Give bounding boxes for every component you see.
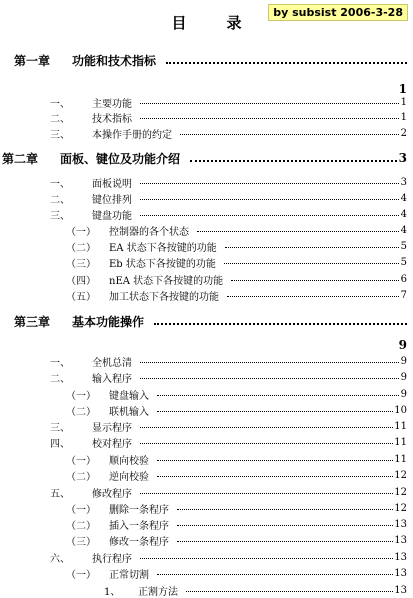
entry-title: 控制器的各个状态 [109, 226, 189, 238]
entry-number: （三） [66, 258, 96, 270]
toc-entry[interactable] [0, 271, 413, 287]
toc-entry[interactable] [0, 254, 413, 270]
entry-page-number: 4 [400, 192, 407, 204]
entry-title: 执行程序 [92, 553, 132, 565]
entry-number: 六、 [50, 553, 70, 565]
dot-leader [140, 183, 399, 184]
entry-number: 三、 [50, 210, 70, 222]
dot-leader [140, 103, 399, 104]
entry-title: nEA 状态下各按键的功能 [109, 275, 224, 287]
entry-title: 联机输入 [109, 406, 149, 418]
entry-page-number: 5 [400, 240, 407, 252]
toc-entry[interactable] [0, 467, 413, 483]
toc-chapter-heading[interactable] [0, 150, 413, 166]
entry-number: （二） [66, 406, 96, 418]
dot-leader [157, 411, 393, 412]
dot-leader [140, 118, 399, 119]
toc-entry[interactable] [0, 532, 413, 548]
toc-entry[interactable] [0, 353, 413, 369]
dot-leader [140, 199, 399, 200]
entry-title: 顺向校验 [109, 455, 149, 467]
entry-title: 全机总清 [92, 357, 132, 369]
entry-title: 删除一条程序 [109, 504, 169, 516]
dot-leader [157, 476, 393, 477]
dot-leader [140, 362, 399, 363]
entry-page-number: 11 [394, 453, 407, 465]
dot-leader [231, 280, 399, 281]
toc-entry[interactable] [0, 418, 413, 434]
chapter-page-number: 9 [398, 338, 407, 352]
toc-entry[interactable] [0, 549, 413, 565]
toc-chapter-heading[interactable] [0, 313, 413, 329]
dot-leader [177, 541, 393, 542]
toc-entry[interactable] [0, 109, 413, 125]
entry-number: （五） [66, 291, 96, 303]
dot-leader [140, 443, 393, 444]
entry-page-number: 13 [394, 584, 407, 596]
entry-number: （一） [66, 390, 96, 402]
dot-leader [177, 525, 393, 526]
entry-page-number: 12 [394, 502, 407, 514]
entry-number: 二、 [50, 194, 70, 206]
entry-title: 键位排列 [92, 194, 132, 206]
entry-number: （一） [66, 569, 96, 581]
chapter-page-number: 1 [398, 82, 407, 96]
dot-leader [154, 323, 407, 325]
dot-leader [157, 574, 393, 575]
dot-leader [180, 134, 399, 135]
entry-number: 五、 [50, 488, 70, 500]
dot-leader [157, 395, 399, 396]
entry-title: 输入程序 [92, 373, 132, 385]
toc-entry[interactable] [0, 94, 413, 110]
toc-entry[interactable] [0, 190, 413, 206]
entry-page-number: 9 [400, 371, 407, 383]
toc-entry[interactable] [0, 222, 413, 238]
entry-number: （四） [66, 275, 96, 287]
entry-number: （二） [66, 520, 96, 532]
toc-entry[interactable] [0, 402, 413, 418]
toc-entry[interactable] [0, 500, 413, 516]
chapter-number: 第一章 [14, 53, 51, 68]
entry-title: 加工状态下各按键的功能 [109, 291, 219, 303]
entry-title: 面板说明 [92, 178, 132, 190]
entry-number: （三） [66, 536, 96, 548]
entry-page-number: 13 [394, 551, 407, 563]
entry-title: 本操作手册的约定 [92, 129, 172, 141]
dot-leader [140, 215, 399, 216]
dot-leader [177, 509, 393, 510]
dot-leader [227, 296, 399, 297]
entry-number: （二） [66, 471, 96, 483]
toc-entry[interactable] [0, 287, 413, 303]
toc-entry[interactable] [0, 565, 413, 581]
entry-number: 一、 [50, 98, 70, 110]
chapter-title: 基本功能操作 [72, 314, 145, 329]
entry-page-number: 5 [400, 256, 407, 268]
entry-number: 一、 [50, 357, 70, 369]
entry-title: 主要功能 [92, 98, 132, 110]
dot-leader [140, 558, 393, 559]
chapter-title: 面板、键位及功能介绍 [60, 151, 181, 166]
entry-title: 键盘功能 [92, 210, 132, 222]
dot-leader [157, 460, 393, 461]
entry-number: 二、 [50, 113, 70, 125]
entry-number: 四、 [50, 438, 70, 450]
toc-entry[interactable] [0, 582, 413, 598]
entry-title: 修改程序 [92, 488, 132, 500]
entry-page-number: 13 [394, 518, 407, 530]
entry-page-number: 6 [400, 273, 407, 285]
entry-page-number: 13 [394, 534, 407, 546]
toc-entry[interactable] [0, 369, 413, 385]
entry-title: 正常切割 [109, 569, 149, 581]
entry-page-number: 4 [400, 224, 407, 236]
entry-page-number: 2 [400, 127, 407, 139]
toc-entry[interactable] [0, 451, 413, 467]
dot-leader [190, 160, 397, 162]
entry-page-number: 13 [394, 567, 407, 579]
entry-title: 校对程序 [92, 438, 132, 450]
entry-number: （一） [66, 226, 96, 238]
entry-page-number: 7 [400, 289, 407, 301]
toc-entry[interactable] [0, 516, 413, 532]
entry-page-number: 9 [400, 388, 407, 400]
chapter-number: 第三章 [14, 314, 51, 329]
dot-leader [140, 427, 393, 428]
entry-number: （一） [66, 504, 96, 516]
entry-title: 正割方法 [138, 586, 178, 598]
toc-entry[interactable] [0, 174, 413, 190]
chapter-page-number: 3 [398, 151, 407, 165]
entry-number: 一、 [50, 178, 70, 190]
entry-page-number: 12 [394, 486, 407, 498]
entry-page-number: 11 [394, 420, 407, 432]
toc-entry[interactable] [0, 386, 413, 402]
entry-page-number: 10 [394, 404, 407, 416]
entry-number: 三、 [50, 129, 70, 141]
toc-chapter-heading[interactable] [0, 52, 413, 68]
entry-page-number: 3 [400, 176, 407, 188]
dot-leader [186, 591, 393, 592]
entry-title: EA 状态下各按键的功能 [109, 242, 217, 254]
chapter-number: 第二章 [2, 151, 39, 166]
entry-page-number: 1 [400, 96, 407, 108]
dot-leader [140, 493, 393, 494]
entry-page-number: 1 [400, 111, 407, 123]
toc-entry[interactable] [0, 434, 413, 450]
author-date-stamp: by subsist 2006-3-28 [268, 4, 408, 21]
entry-title: 显示程序 [92, 422, 132, 434]
dot-leader [225, 247, 399, 248]
entry-title: Eb 状态下各按键的功能 [109, 258, 216, 270]
dot-leader [197, 231, 399, 232]
page-title: 目录 [171, 14, 282, 32]
entry-title: 修改一条程序 [109, 536, 169, 548]
entry-page-number: 11 [394, 436, 407, 448]
toc-entry[interactable] [0, 206, 413, 222]
entry-title: 技术指标 [92, 113, 132, 125]
dot-leader [140, 378, 399, 379]
entry-number: 1、 [104, 586, 121, 598]
dot-leader [224, 263, 399, 264]
entry-number: （一） [66, 455, 96, 467]
toc-entry[interactable] [0, 125, 413, 141]
entry-title: 键盘输入 [109, 390, 149, 402]
entry-page-number: 4 [400, 208, 407, 220]
entry-title: 插入一条程序 [109, 520, 169, 532]
entry-page-number: 9 [400, 355, 407, 367]
chapter-title: 功能和技术指标 [72, 53, 157, 68]
entry-title: 逆向校验 [109, 471, 149, 483]
dot-leader [166, 62, 407, 64]
entry-page-number: 12 [394, 469, 407, 481]
entry-number: 三、 [50, 422, 70, 434]
toc-entry[interactable] [0, 484, 413, 500]
toc-entry[interactable] [0, 238, 413, 254]
entry-number: （二） [66, 242, 96, 254]
entry-number: 二、 [50, 373, 70, 385]
